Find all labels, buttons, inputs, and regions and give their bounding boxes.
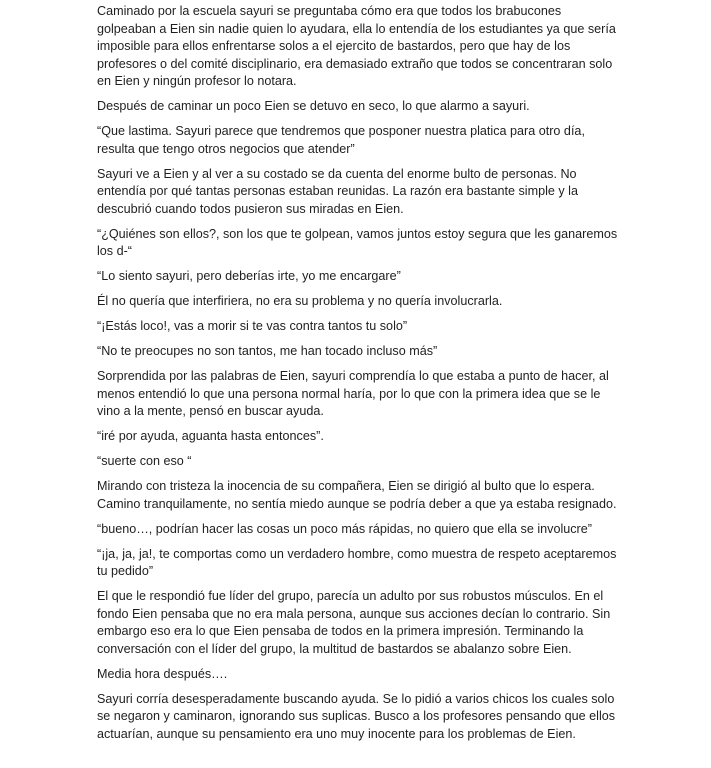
document-body — [97, 3, 621, 751]
paragraph: “¿Quiénes son ellos?, son los que te golpean, vamos juntos estoy segura que les ganaremos los d-“ — [97, 226, 618, 258]
paragraph: “suerte con eso “ — [97, 454, 192, 468]
paragraph: “Lo siento sayuri, pero deberías irte, yo me encargare” — [97, 269, 401, 283]
paragraph: “¡ja, ja, ja!, te comportas como un verdadero hombre, como muestra de respeto aceptaremos tu pedido” — [97, 546, 617, 578]
paragraph: “¡Estás loco!, vas a morir si te vas contra tantos tu solo” — [97, 319, 408, 333]
paragraph: El que le respondió fue líder del grupo, parecía un adulto por sus robustos músculos. En el fondo Eien pensaba que no era mala persona, aunque sus acciones decían lo contrario. Sin embargo eso era lo que Eien pensaba de todos en la primera impresión. Terminando la conversación con el líder del grupo, la multitud de bastardos se abalanzo sobre Eien. — [97, 589, 611, 656]
paragraph: Él no quería que interfiriera, no era su problema y no quería involucrarla. — [97, 294, 503, 308]
paragraph: “bueno…, podrían hacer las cosas un poco más rápidas, no quiero que ella se involucre” — [97, 521, 592, 536]
paragraph: Media hora después…. — [97, 666, 228, 681]
paragraph: Mirando con tristeza la inocencia de su compañera, Eien se dirigió al bulto que lo espera. Camino tranquilamente, no sentía miedo aunque se podría deber a que ya estaba resignado. — [97, 479, 617, 511]
paragraph: Caminado por la escuela sayuri se preguntaba cómo era que todos los brabucones golpeaban a Eien sin nadie quien lo ayudara, ella lo entendía de los estudiantes ya que sería imposible para ellos enfrentarse solos a el ejercito de bastardos, pero que hay de los profesores o del comité disciplinario, era demasiado extraño que todos se concentraran solo en Eien y ningún profesor lo notara. — [97, 4, 616, 88]
paragraph: “Que lastima. Sayuri parece que tendremos que posponer nuestra platica para otro día, resulta que tengo otros negocios que atender” — [97, 124, 585, 156]
paragraph: Sayuri ve a Eien y al ver a su costado se da cuenta del enorme bulto de personas. No entendía por qué tantas personas estaban reunidas. La razón era bastante simple y la descubrió cuando todos pusieron sus miradas en Eien. — [97, 166, 578, 216]
paragraph: “No te preocupes no son tantos, me han tocado incluso más” — [97, 344, 438, 358]
paragraph: Sayuri corría desesperadamente buscando ayuda. Se lo pidió a varios chicos los cuales solo se negaron y caminaron, ignorando sus suplicas. Busco a los profesores pensando que ellos actuarían, aunque su pensamiento era uno muy inocente para los problemas de Eien. — [97, 691, 616, 741]
paragraph: Después de caminar un poco Eien se detuvo en seco, lo que alarmo a sayuri. — [97, 99, 530, 113]
paragraph: Sorprendida por las palabras de Eien, sayuri comprendía lo que estaba a punto de hacer, al menos entendió lo que una persona normal haría, por lo que con la primera idea que se le vino a la mente, pensó en buscar ayuda. — [97, 369, 609, 418]
paragraph: “iré por ayuda, aguanta hasta entonces”. — [97, 429, 324, 443]
